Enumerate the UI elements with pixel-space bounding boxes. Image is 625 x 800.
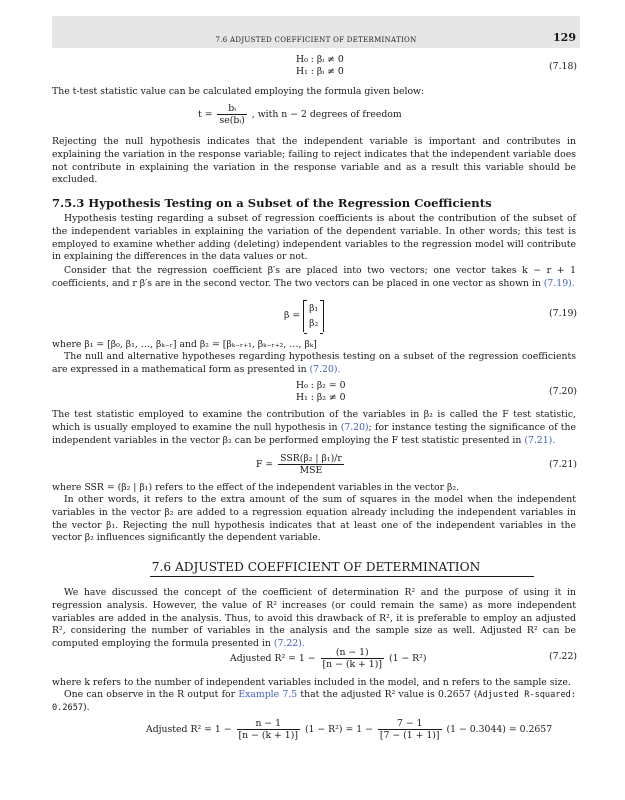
paragraph-where-ssr: where SSR = (β₂ | β₁) refers to the effect of the independent variables in the vector β₂. — [52, 482, 460, 493]
eq-7-22-denominator: [n − (k + 1)] — [322, 659, 382, 670]
running-header — [52, 16, 580, 48]
eq-final-mid: (1 − R²) = 1 − — [304, 724, 373, 735]
eq-7-19-number: (7.19) — [549, 308, 577, 319]
link-eq-7-20[interactable]: (7.20). — [309, 363, 341, 375]
eq-7-21-lhs: F = — [256, 459, 274, 470]
paragraph-subset-2-text: Consider that the regression coefficient β′s are placed into two vectors; one vector takes k − r + 1 coefficients, and r β′s are in the second vector. The two vectors can be placed in one vector as shown in — [52, 265, 576, 289]
equation-7-21 — [256, 453, 346, 476]
link-eq-7-21[interactable]: (7.21). — [524, 434, 556, 446]
eq-t-numerator: bᵢ — [217, 103, 246, 115]
eq-final-num-2: 7 − 1 — [378, 718, 442, 730]
eq-t-denominator: se(bᵢ) — [219, 115, 245, 126]
paragraph-observe-b: that the adjusted R² value is 0.2657 ( — [297, 689, 478, 700]
page-number: 129 — [553, 31, 576, 44]
eq-final-den-1: [n − (k + 1)] — [238, 730, 298, 741]
link-eq-7-22[interactable]: (7.22). — [273, 638, 305, 650]
paragraph-adjusted-r2-text: We have discussed the concept of the coefficient of determination R² and the purpose of using it in regression analysis. However, the value of R² increases (or could remain the same) as more independent variables are added in the analysis. Thus, to avoid this drawback of R², it is preferable to employ an adjusted R², considering the number of variables in the analysis and the sample size as well. Adjusted R² can be computed employing the formula presented in — [52, 587, 576, 650]
eq-7-20-line1: H₀ : β₂ = 0 — [296, 380, 346, 391]
paragraph-f-statistic — [52, 409, 576, 447]
equation-t-statistic — [198, 103, 402, 126]
paragraph-other-words: In other words, it refers to the extra amount of the sum of squares in the model when the independent variables in the vector β₂ are added to a regression equation already including the independent variables in the vector β₁. Rejecting the null hypothesis indicates that at least one of the independent variables in the vector β₂ influences significantly the dependent variable. — [52, 494, 576, 544]
eq-7-20-line2: H₁ : β₂ ≠ 0 — [296, 392, 346, 403]
section-heading-7-6-text: 7.6 ADJUSTED COEFFICIENT OF DETERMINATION — [151, 560, 481, 574]
eq-7-21-denominator: MSE — [299, 465, 323, 476]
link-eq-7-19[interactable]: (7.19). — [543, 277, 575, 289]
eq-7-18-line1: H₀ : βᵢ ≠ 0 — [296, 54, 344, 65]
eq-7-21-numerator: SSR(β₂ | β₁)/r — [280, 453, 342, 464]
eq-final-fraction-2 — [378, 718, 442, 741]
paragraph-where-k: where k refers to the number of independent variables included in the model, and n refers to the sample size. — [52, 677, 571, 688]
paragraph-where-beta: where β₁ = [β₀, β₁, …, βₖ₋ᵣ] and β₂ = [βₖ₋ᵣ₊₁, βₖ₋ᵣ₊₂, …, βₖ] — [52, 339, 317, 350]
eq-7-21-number: (7.21) — [549, 459, 577, 470]
paragraph-t-test: The t-test statistic value can be calculated employing the formula given below: — [52, 86, 425, 97]
eq-final-tail: (1 − 0.3044) = 0.2657 — [446, 724, 553, 735]
paragraph-rejecting: Rejecting the null hypothesis indicates that the independent variable is important and contributes in explaining the variation in the response variable; failing to reject indicates that the independent variable does not contribute in explaining the variation in the response variable and as a result this variable should be excluded. — [52, 136, 576, 186]
eq-final-lhs: Adjusted R² = 1 − — [146, 724, 232, 735]
paragraph-adjusted-r2 — [52, 587, 576, 651]
paragraph-subset-1: Hypothesis testing regarding a subset of regression coefficients is about the contribution of the subset of the independent variables in explaining the variation of the dependent variable. In other words; this test is employed to examine whether adding (deleting) independent variables to the regression model will contribute in explaining the differences in the data values or not. — [52, 213, 576, 263]
eq-7-22-tail: (1 − R²) — [388, 653, 427, 664]
paragraph-subset-2 — [52, 265, 576, 291]
eq-t-tail: , with n − 2 degrees of freedom — [251, 109, 402, 120]
eq-7-18-number: (7.18) — [549, 61, 577, 72]
r-output-code: Adjusted R-squared: 0.2657 — [52, 690, 576, 713]
paragraph-observe-c: ). — [83, 701, 90, 713]
eq-final-den-2: [7 − (1 + 1)] — [379, 730, 440, 741]
equation-7-19 — [284, 300, 324, 332]
paragraph-observe-a: One can observe in the R output for — [64, 689, 239, 700]
eq-7-22-fraction — [321, 647, 384, 670]
section-heading-7-6 — [52, 560, 580, 574]
eq-final-num-1: n − 1 — [237, 718, 300, 730]
paragraph-f-text-b: ; for instance testing the significance of the independent variables in the vector β₂ can be performed employing the F test statistic presented in — [52, 421, 576, 446]
eq-7-19-matrix — [303, 300, 324, 332]
eq-7-19-bottom: β₂ — [309, 318, 319, 329]
section-rule — [150, 576, 534, 577]
paragraph-observe — [52, 689, 576, 715]
eq-7-22-lhs: Adjusted R² = 1 − — [230, 653, 316, 664]
paragraph-f-text-a: The test statistic employed to examine the contribution of the variables in β₂ is called the F test statistic, which is usually employed to examine the null hypothesis in — [52, 409, 576, 433]
paragraph-null-alt-text: The null and alternative hypotheses regarding hypothesis testing on a subset of the regression coefficients are expressed in a mathematical form as presented in — [52, 351, 576, 375]
section-heading-7-5-3: 7.5.3 Hypothesis Testing on a Subset of the Regression Coefficients — [52, 196, 492, 210]
running-title: 7.6 ADJUSTED COEFFICIENT OF DETERMINATION — [215, 36, 417, 44]
link-eq-7-20-b[interactable]: (7.20) — [340, 421, 369, 433]
eq-7-22-numerator: (n − 1) — [321, 647, 384, 659]
eq-7-21-fraction — [278, 453, 344, 476]
eq-7-19-top: β₁ — [309, 303, 319, 314]
eq-7-22-number: (7.22) — [549, 651, 577, 662]
eq-t-lhs: t = — [198, 109, 213, 120]
link-example-7-5[interactable]: Example 7.5 — [238, 689, 298, 700]
eq-final-fraction-1 — [237, 718, 300, 741]
eq-7-18-line2: H₁ : βᵢ ≠ 0 — [296, 66, 344, 77]
equation-final-computation — [146, 718, 552, 741]
eq-7-20-number: (7.20) — [549, 386, 577, 397]
equation-7-22 — [230, 647, 427, 670]
eq-7-19-lhs: β = — [284, 310, 301, 321]
paragraph-null-alt — [52, 351, 576, 377]
eq-t-fraction — [217, 103, 246, 126]
